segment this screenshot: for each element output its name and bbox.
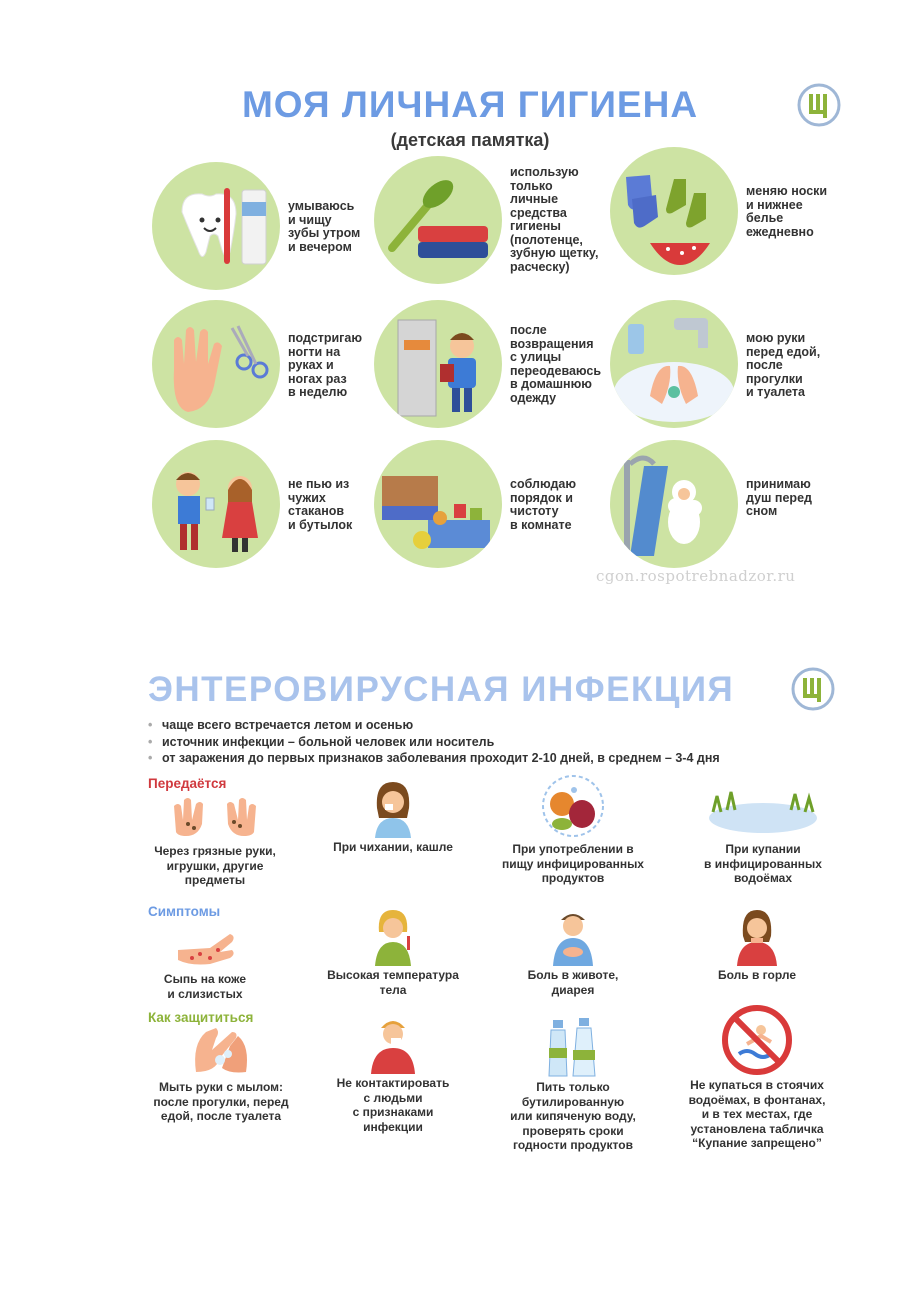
entero-title: ЭНТЕРОВИРУСНАЯ ИНФЕКЦИЯ	[148, 670, 735, 709]
symptom-item	[488, 906, 658, 997]
toys-room-icon	[374, 440, 502, 568]
item-text: При употреблении в пищу инфицированных продуктов	[502, 842, 644, 885]
item-text: Пить только бутилированную или кипяченую воду, проверять сроки годности продуктов	[510, 1080, 636, 1152]
tile-text: умываюсь и чищу зубы утром и вечером	[288, 199, 361, 254]
stomach-pain-icon	[543, 906, 603, 966]
sore-throat-icon	[727, 906, 787, 966]
fever-woman-icon	[363, 906, 423, 966]
sick-man-icon	[363, 1012, 423, 1074]
section-label-protection: Как защититься	[148, 1010, 254, 1025]
symptom-item	[120, 920, 290, 1001]
transmission-item	[678, 790, 848, 886]
tile-text: меняю носки и нижнее белье ежедневно	[746, 184, 828, 239]
item-text: Боль в горле	[717, 968, 797, 982]
sneezing-woman-icon	[363, 778, 423, 838]
water-bottles-icon	[543, 1016, 603, 1078]
protection-item	[488, 1016, 658, 1153]
item-text: Высокая температура тела	[327, 968, 459, 997]
fact-item: • чаще всего встречается летом и осенью	[148, 717, 720, 734]
transmission-item	[308, 778, 478, 855]
protection-item	[308, 1012, 478, 1134]
transmission-item	[130, 792, 300, 888]
tile-text: соблюдаю порядок и чистоту в комнате	[510, 477, 577, 532]
tile-text: принимаю душ перед сном	[746, 477, 812, 518]
tile-text: после возвращения с улицы переодеваюсь в домашнюю одежду	[510, 323, 602, 405]
hygiene-subtitle: (детская памятка)	[390, 130, 550, 150]
item-text: Мыть руки с мылом: после прогулки, перед едой, после туалета	[153, 1080, 289, 1123]
tile-text: подстригаю ногти на руках и ногах раз в неделю	[288, 331, 363, 399]
tile-text: не пью из чужих стаканов и бутылок	[288, 477, 353, 532]
entero-facts-list	[148, 717, 720, 767]
dirty-hands-icon	[170, 792, 260, 838]
hand-scissors-icon	[152, 300, 280, 428]
watermark-text: cgon.rospotrebnadzor.ru	[596, 567, 796, 585]
hygiene-tile-shower	[610, 440, 900, 574]
washing-hands-icon	[610, 300, 738, 428]
no-swimming-icon	[721, 1004, 793, 1076]
tile-text: использую только личные средства гигиены (полотенце, зубную щетку, расческу)	[510, 165, 599, 274]
rash-hand-icon	[170, 920, 240, 966]
transmission-item	[488, 772, 658, 886]
protection-item	[672, 1004, 842, 1151]
item-text: Боль в животе, диарея	[527, 968, 619, 997]
socks-icon	[610, 147, 738, 275]
item-text: Сыпь на коже и слизистых	[163, 972, 247, 1001]
lake-icon	[705, 790, 821, 836]
symptom-item	[672, 906, 842, 983]
item-text: Не купаться в стоячих водоёмах, в фонтанах, и в тех местах, где установлена табличка “Купание запрещено”	[688, 1078, 826, 1150]
fact-item: • от заражения до первых признаков заболевания проходит 2-10 дней, в среднем – 3-4 дня	[148, 750, 720, 767]
hygiene-tile-socks	[610, 147, 900, 281]
section-label-symptoms: Симптомы	[148, 904, 221, 919]
item-text: При чихании, кашле	[333, 840, 453, 854]
hygiene-tile-wash-hands	[610, 300, 900, 434]
item-text: Не контактировать с людьми с признаками инфекции	[336, 1076, 450, 1134]
soap-hands-icon	[186, 1024, 256, 1076]
shower-icon	[610, 440, 738, 568]
tooth-brush-icon	[152, 162, 280, 290]
protection-item	[136, 1024, 306, 1124]
section-label-transmission: Передаётся	[148, 776, 227, 791]
fact-item: • источник инфекции – больной человек или носитель	[148, 734, 720, 751]
item-text: Через грязные руки, игрушки, другие предметы	[154, 844, 276, 887]
hygiene-title: МОЯ ЛИЧНАЯ ГИГИЕНА	[241, 84, 699, 125]
infected-food-icon	[538, 772, 608, 840]
children-glass-icon	[152, 440, 280, 568]
item-text: При купании в инфицированных водоёмах	[704, 842, 822, 885]
logo-icon	[790, 666, 836, 712]
logo-icon	[796, 82, 842, 128]
tile-text: мою руки перед едой, после прогулки и туалета	[746, 331, 821, 399]
wardrobe-boy-icon	[374, 300, 502, 428]
comb-towel-icon	[374, 156, 502, 284]
symptom-item	[308, 906, 478, 997]
